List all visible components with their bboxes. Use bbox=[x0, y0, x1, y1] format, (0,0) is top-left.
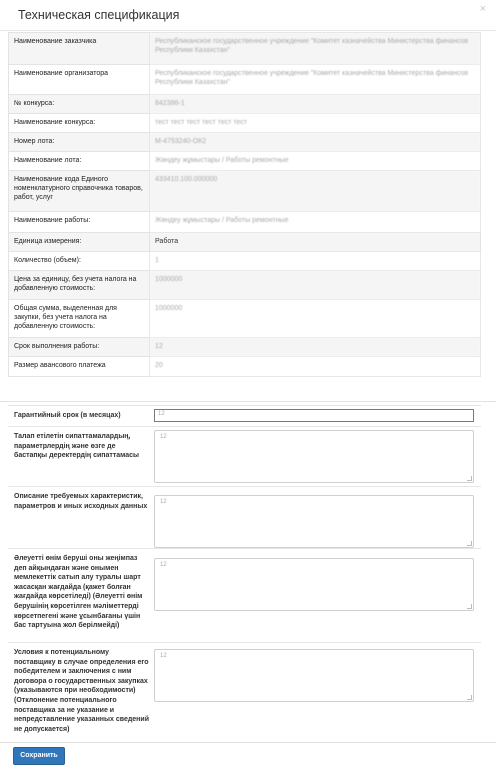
spec-row-tender-number bbox=[9, 95, 481, 114]
spec-row-total-amount bbox=[9, 300, 481, 338]
warranty-label: Гарантийный срок (в месяцах) bbox=[14, 412, 121, 419]
spec-row-customer bbox=[9, 33, 481, 65]
kz-characteristics-textarea[interactable] bbox=[154, 430, 474, 483]
spec-label: Наименование работы: bbox=[9, 212, 150, 233]
spec-label: Размер авансового платежа bbox=[9, 357, 150, 377]
spec-label: № конкурса: bbox=[9, 95, 150, 114]
spec-label: Наименование организатора bbox=[9, 65, 150, 95]
resize-grip-icon[interactable] bbox=[467, 541, 472, 546]
spec-row-advance-payment bbox=[9, 357, 481, 377]
spec-label: Наименование кода Единого номенклатурного справочника товаров, работ, услуг bbox=[9, 171, 150, 212]
ru-characteristics-label: Описание требуемых характеристик, параметров и иных исходных данных bbox=[14, 493, 148, 510]
spec-row-quantity bbox=[9, 252, 481, 271]
form-row-kz-characteristics bbox=[8, 426, 481, 486]
spec-row-tender-name bbox=[9, 114, 481, 133]
spec-value: 433410.100.000000 bbox=[150, 171, 481, 212]
spec-value: М-4753240-ОК2 bbox=[150, 133, 481, 152]
spec-row-enstru-code bbox=[9, 171, 481, 212]
kz-characteristics-value: 12 bbox=[160, 434, 167, 440]
spec-value: 842386-1 bbox=[150, 95, 481, 114]
spec-row-organizer bbox=[9, 65, 481, 95]
spec-value: Республиканское государственное учреждение "Комитет казначейства Министерства финансов Республики Казахстан" bbox=[150, 65, 481, 95]
spec-value: тест тест тест тест тест тест bbox=[150, 114, 481, 133]
spec-value: Работа bbox=[150, 233, 481, 252]
spec-row-lot-number bbox=[9, 133, 481, 152]
kz-conditions-value: 12 bbox=[160, 562, 167, 568]
spec-label: Наименование конкурса: bbox=[9, 114, 150, 133]
kz-characteristics-label: Талап етілетін сипаттамалардың, параметрлердің және өзге де бастапқы деректердің сипаттамасы bbox=[14, 433, 139, 460]
modal-title: Техническая спецификация bbox=[18, 8, 180, 22]
spec-label: Цена за единицу, без учета налога на добавленную стоимость: bbox=[9, 271, 150, 300]
spec-label: Срок выполнения работы: bbox=[9, 338, 150, 357]
warranty-input[interactable]: 12 bbox=[154, 409, 474, 422]
spec-value: Жөндеу жұмыстары / Работы ремонтные bbox=[150, 152, 481, 171]
spec-value: 12 bbox=[150, 338, 481, 357]
spec-label: Количество (объем): bbox=[9, 252, 150, 271]
resize-grip-icon[interactable] bbox=[467, 476, 472, 481]
modal-header bbox=[0, 0, 496, 31]
spec-row-duration bbox=[9, 338, 481, 357]
ru-characteristics-value: 12 bbox=[160, 499, 167, 505]
section-divider bbox=[0, 401, 496, 402]
spec-value: 20 bbox=[150, 357, 481, 377]
spec-row-lot-name bbox=[9, 152, 481, 171]
spec-label: Единица измерения: bbox=[9, 233, 150, 252]
spec-label: Номер лота: bbox=[9, 133, 150, 152]
form-row-ru-conditions bbox=[8, 642, 481, 742]
spec-value: Республиканское государственное учреждение "Комитет казначейства Министерства финансов Республики Казахстан" bbox=[150, 33, 481, 65]
spec-label: Наименование лота: bbox=[9, 152, 150, 171]
save-button[interactable]: Сохранить bbox=[13, 747, 65, 765]
spec-value: 1000000 bbox=[150, 300, 481, 338]
spec-label: Общая сумма, выделенная для закупки, без учета налога на добавленную стоимость: bbox=[9, 300, 150, 338]
ru-conditions-value: 12 bbox=[160, 653, 167, 659]
form-row-warranty bbox=[8, 405, 481, 426]
footer-divider bbox=[0, 742, 496, 743]
ru-conditions-label: Условия к потенциальному поставщику в случае определения его победителем и заключения с ним договора о государственных закупках (указываются при необходимости) (Отклонение потенциального поставщика за не указание и непредставление указанных сведений не допускается) bbox=[14, 649, 150, 733]
spec-value: Жөндеу жұмыстары / Работы ремонтные bbox=[150, 212, 481, 233]
close-button[interactable]: × bbox=[479, 3, 486, 15]
kz-conditions-label: Әлеуетті өнім беруші оны жеңімпаз деп айқындаған және онымен мемлекеттік сатып алу туралы шарт жасасқан жағдайда (қажет болған жағдайда көрсетіледі) (Әлеуетті өнім берушінің көрсетілген мәліметтерді көрсетпегені және ұсынбағаны үшін бас тартуына жол берілмейді) bbox=[14, 555, 143, 630]
spec-row-unit-price bbox=[9, 271, 481, 300]
resize-grip-icon[interactable] bbox=[467, 604, 472, 609]
form-row-ru-characteristics bbox=[8, 486, 481, 548]
resize-grip-icon[interactable] bbox=[467, 695, 472, 700]
spec-label: Наименование заказчика bbox=[9, 33, 150, 65]
ru-conditions-textarea[interactable] bbox=[154, 649, 474, 702]
spec-value: 1 bbox=[150, 252, 481, 271]
ru-characteristics-textarea[interactable] bbox=[154, 495, 474, 548]
kz-conditions-textarea[interactable] bbox=[154, 558, 474, 611]
form-row-kz-conditions bbox=[8, 548, 481, 642]
spec-table bbox=[8, 32, 481, 377]
spec-value: 1000000 bbox=[150, 271, 481, 300]
spec-row-unit bbox=[9, 233, 481, 252]
spec-row-work-name bbox=[9, 212, 481, 233]
